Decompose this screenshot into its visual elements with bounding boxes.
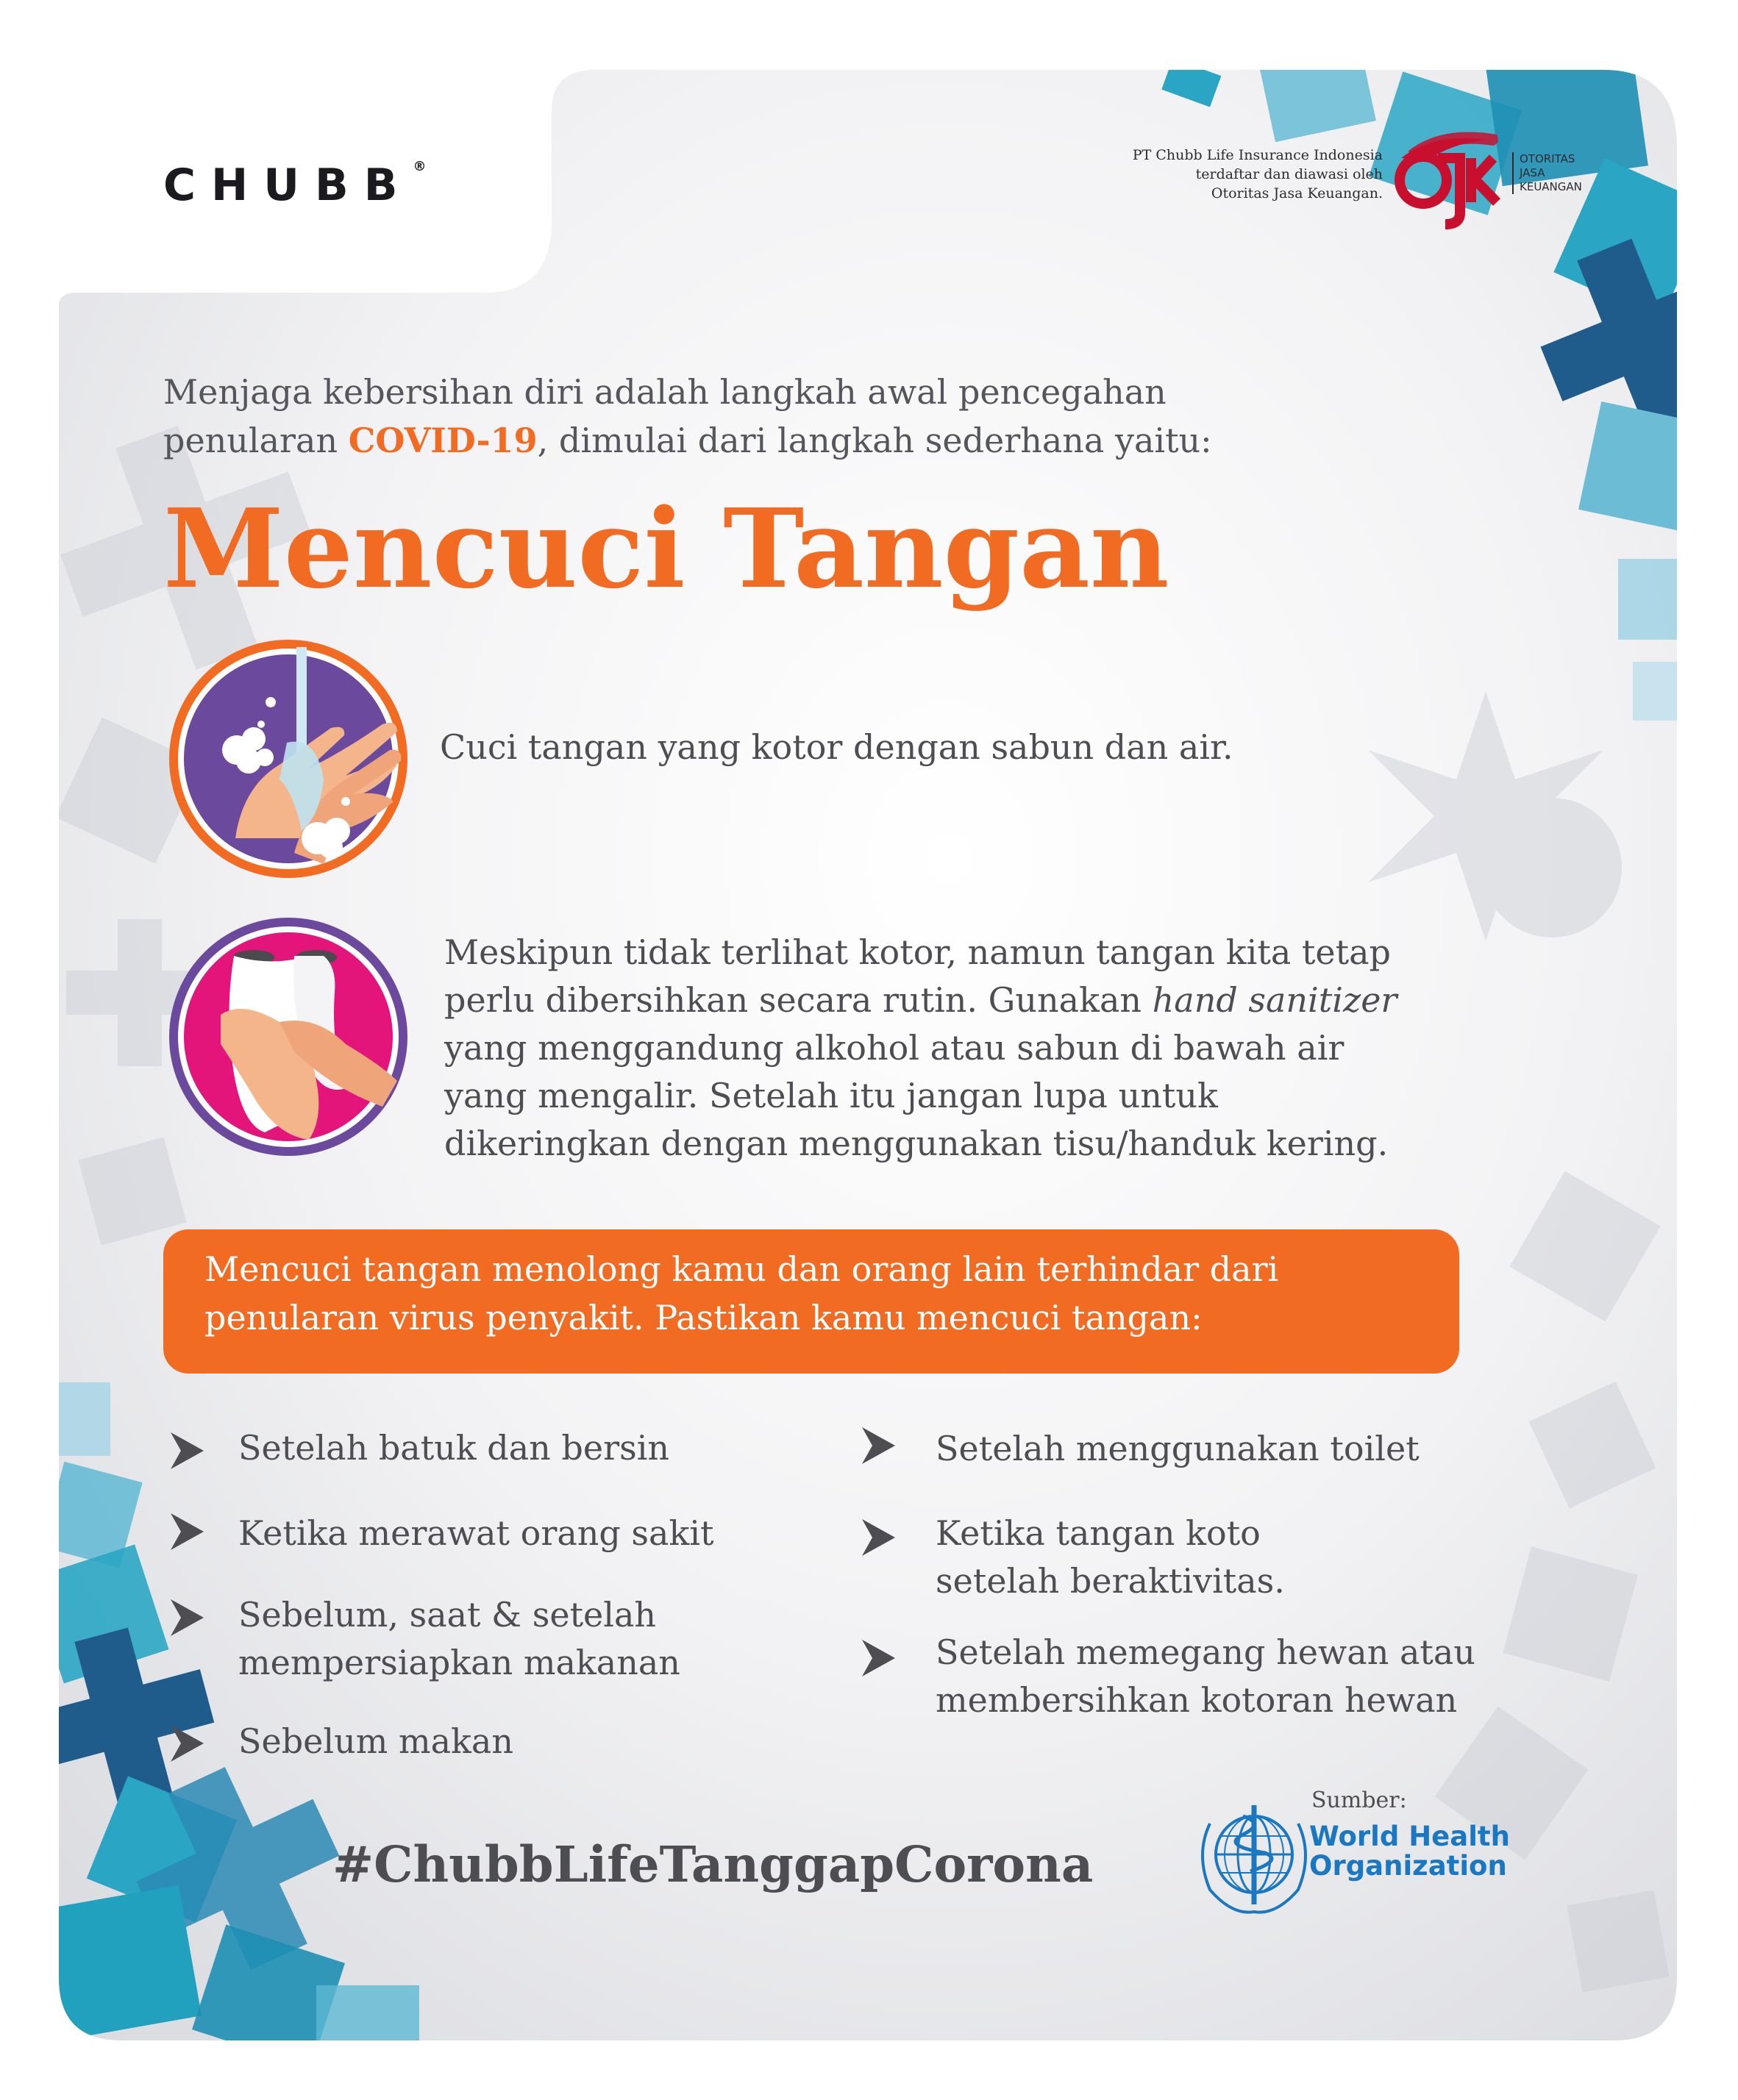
registered-mark: ® [413, 159, 427, 174]
regulator-statement [1089, 146, 1383, 203]
who-name-line: Organization [1309, 1850, 1507, 1882]
checklist-item [238, 1510, 714, 1557]
chubb-logo-text: CHUBB [163, 160, 413, 211]
who-name-line: World Health [1309, 1821, 1510, 1852]
step-sanitize-after: yang menggandung alkohol atau sabun di bawah air yang mengalir. Setelah itu jangan lupa untuk dikeringkan dengan menggunakan tisu/handuk kering. [444, 1028, 1389, 1163]
campaign-hashtag: #ChubbLifeTanggapCorona [332, 1835, 1094, 1893]
step-wash-text: Cuci tangan yang kotor dengan sabun dan air. [440, 727, 1233, 767]
checklist-item [238, 1718, 513, 1765]
ojk-logo-name [1512, 152, 1582, 194]
regulator-line: terdaftar dan diawasi oleh [1195, 166, 1383, 182]
intro-line-1: Menjaga kebersihan diri adalah langkah awal pencegahan [163, 372, 1167, 412]
checklist-item [936, 1629, 1475, 1724]
checklist-item-line: Setelah menggunakan toilet [936, 1429, 1420, 1468]
checklist-item-line: Ketika tangan koto [936, 1513, 1261, 1553]
checklist-item-line: Setelah memegang hewan atau [936, 1632, 1475, 1672]
who-name [1309, 1822, 1510, 1881]
checklist-item [238, 1424, 669, 1472]
checklist-item [936, 1425, 1420, 1473]
covid-highlight: COVID-19 [348, 421, 538, 460]
checklist-item-line: Sebelum makan [238, 1721, 513, 1761]
ojk-name-line: JASA [1520, 166, 1545, 179]
hand-washing-icon [169, 640, 407, 878]
step-sanitize-before: Meskipun tidak terlihat kotor, namun tangan kita tetap perlu dibersihkan secara rutin. Gunakan [444, 932, 1391, 1020]
intro-line-2-after: , dimulai dari langkah sederhana yaitu: [537, 421, 1212, 460]
banner-line-2: penularan virus penyakit. Pastikan kamu mencuci tangan: [204, 1298, 1203, 1338]
intro-line-2-before: penularan [163, 421, 349, 460]
banner-line-1: Mencuci tangan menolong kamu dan orang lain terhindar dari [204, 1249, 1279, 1289]
step-sanitize-italic: hand sanitizer [1152, 980, 1397, 1020]
regulator-line: Otoritas Jasa Keuangan. [1211, 185, 1383, 201]
checklist-item-line: setelah beraktivitas. [936, 1561, 1285, 1601]
checklist-item-line: Setelah batuk dan bersin [238, 1428, 670, 1468]
page-title: Mencuci Tangan [163, 485, 1169, 612]
info-banner-text [204, 1245, 1440, 1342]
checklist-item [936, 1510, 1285, 1605]
checklist-item-line: Sebelum, saat & setelah [238, 1595, 657, 1635]
ojk-name-line: OTORITAS [1520, 152, 1575, 165]
intro-text [163, 368, 1267, 465]
ojk-name-line: KEUANGAN [1520, 180, 1582, 193]
regulator-line: PT Chubb Life Insurance Indonesia [1132, 147, 1383, 163]
intro-line-2 [163, 416, 1267, 465]
hand-drying-icon [169, 918, 407, 1156]
chubb-logo [163, 159, 427, 211]
checklist-item-line: mempersiapkan makanan [238, 1643, 680, 1682]
checklist-item-line: membersihkan kotoran hewan [936, 1680, 1458, 1720]
checklist-item [238, 1591, 680, 1687]
step-sanitize-text [444, 929, 1400, 1168]
checklist-item-line: Ketika merawat orang sakit [238, 1513, 714, 1553]
source-label: Sumber: [1311, 1788, 1407, 1813]
